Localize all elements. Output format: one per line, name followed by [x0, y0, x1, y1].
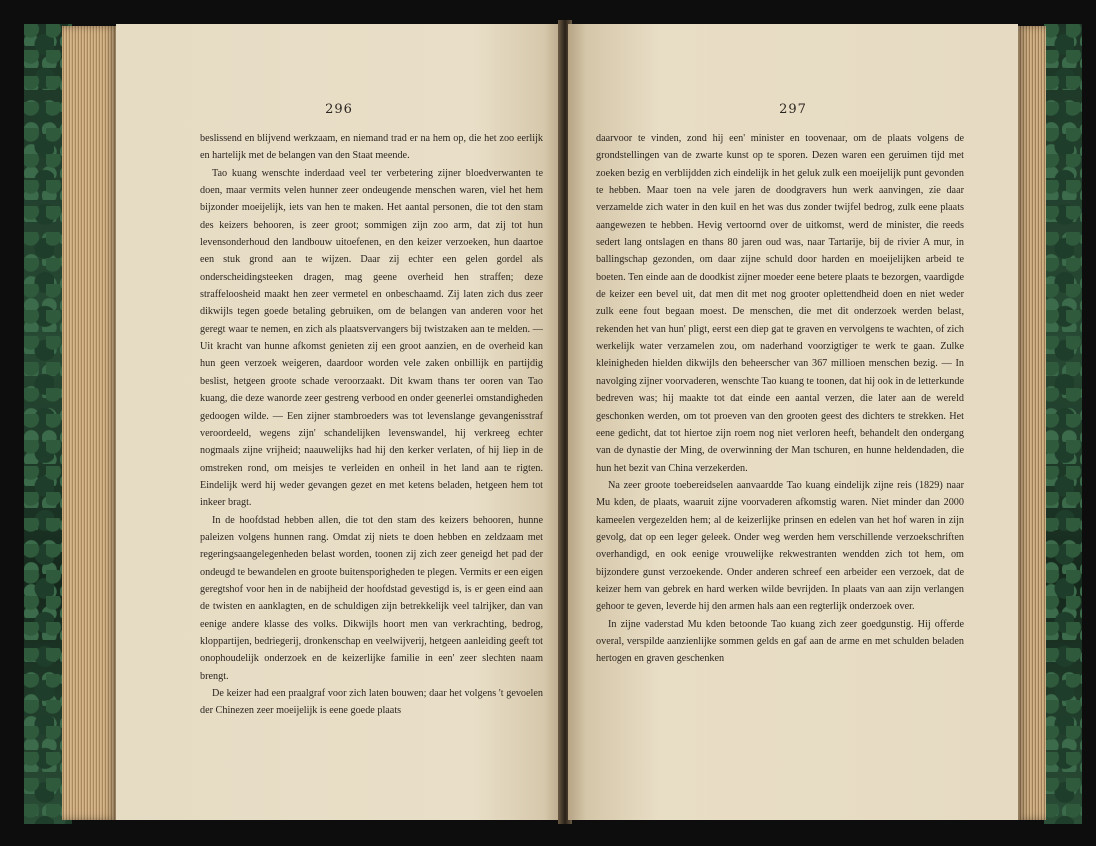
right-paragraph: daarvoor te vinden, zond hij een' minister en toovenaar, om de plaats volgens de grondstellingen van de zwarte kunst op te sporen. Dezen waren een geruimen tijd met zoeken bezig en verblijdden zich eindelijk in het geluk zulk een moeijelijk punt gevonden te hebben. Maar toen na vele jaren de doodgravers hun werk aanvingen, zie daar verzamelde zich water in den kuil en het was dus zonder twijfel bedrog, zulk eene plaats aangewezen te hebben. Hevig vertoornd over de uitkomst, werd de minister, die reeds sedert lang ontslagen en thans 80 jaren oud was, naar Tartarije, bij de rivier A mur, in ballingschap gezonden, om daar zijne schuld door harden en moeijelijken arbeid te boeten. Ten einde aan de doodkist zijner moeder eene betere plaats te bezorgen, vaardigde de keizer een bevel uit, dat men dit met nog grooter oplettendheid doen en niet weder zulk eene fout begaan moest. De menschen, die met dit onderzoek werden belast, rekenden het van hun' pligt, eerst een diep gat te graven en vervolgens te wachten, of zich werkelijk water verzamelen zou, om naderhand voorzigtiger te werk te gaan. Zulke kleinigheden hielden dikwijls den beheerscher van 367 millioen menschen bezig. — In navolging zijner voorvaderen, wenschte Tao kuang te toonen, dat hij ook in de letterkunde bedreven was; hij maakte tot dat einde een aantal verzen, die later aan de wereld geschonken werden, om tot proeven van den grooten geest des dichters te strekken. Het eene gedicht, dat tot hiertoe zijn roem nog niet verloren heeft, behandelt den ondergang van de dynastie der Ming, de overwinning der Man tschuren, en hunne heldendaden, die hun het bezit van China verzekerden.	[596, 133, 964, 474]
right-page	[568, 24, 1018, 820]
right-paragraph: Na zeer groote toebereidselen aanvaardde Tao kuang eindelijk zijne reis (1829) naar Mu kden, de plaats, waaruit zijne voorvaderen afkomstig waren. Niet minder dan 2000 kameelen vergezelden hem; al de keizerlijke prinsen en edelen van het hof waren in zijn gevolg, dat op een leger geleek. Onder weg werden hem verschillende verzoekschriften overhandigd, en ook eenige vrouwelijke rekwestranten wendden zich tot hem, om bijzondere gunst verzoekende. Onder anderen schreef een arbeider een verzoek, dat de keizer hem van gebrek en hard werken wilde bevrijden. In plaats van aan zijn verlangen gehoor te geven, leverde hij den armen hals aan een regterlijk onderzoek over.	[596, 479, 964, 613]
left-paragraph: De keizer had een praalgraf voor zich laten bouwen; daar het volgens 't gevoelen der Chinezen zeer moeijelijk is eene goede plaats	[200, 688, 543, 717]
left-page	[116, 24, 562, 820]
left-paragraph: Tao kuang wenschte inderdaad veel ter verbetering zijner bloedverwanten te doen, maar vermits velen hunner zeer ondeugende menschen waren, viel het hem bijzonder moeijelijk, iets van hen te maken. Het aantal personen, die tot den stam des keizers behooren, is zeer groot; sommigen zijn zoo arm, dat zij tot hun levensonderhoud den landbouw uitoefenen, en den keizer verzoeken, hun daartoe een stuk grond aan te wijzen. Daar zij echter een gelen gordel als onderscheidingsteeken dragen, mag geene overheid hen straffen; deze straffeloosheid maakt hen zeer vermetel en onbeschaamd. Zij laten zich dus zeer dikwijls tegen goede betaling gebruiken, om de belangen van anderen voor het geregt waar te nemen, en zich als plaatsvervangers bij twistzaken aan te melden. — Uit kracht van hunne afkomst genieten zij een groot aanzien, en de overheid kan hun geen verzoek weigeren, daardoor worden vele zaken onbillijk en partijdig beslist, hetgeen groote schade veroorzaakt. Dit kwam thans ter ooren van Tao kuang, die deze wanorde zeer gestreng verbood en onder geenerlei omstandigheden gedoogen wilde. — Een zijner stambroeders was tot levenslange gevangenisstraf veroordeeld, wegens zijn' schandelijken levenswandel, hij verkreeg echter nogmaals zijne vrijheid; naauwelijks had hij den kerker verlaten, of hij liep in de omstreken rond, om meisjes te verleiden en onheil in het land aan te rigten. Eindelijk werd hij weder gevangen gezet en met ketens beladen, hetgeen hem tot inkeer bragt.	[200, 167, 543, 509]
left-page-text	[200, 130, 543, 720]
right-cover-board	[1044, 24, 1082, 824]
left-page-number: 296	[325, 102, 353, 117]
left-paragraph: beslissend en blijvend werkzaam, en niemand trad er na hem op, die het zoo eerlijk en hartelijk met de belangen van den Staat meende.	[200, 133, 543, 162]
right-page-number: 297	[779, 102, 807, 117]
left-paragraph: In de hoofdstad hebben allen, die tot den stam des keizers behooren, hunne paleizen volgens hunnen rang. Omdat zij niets te doen hebben en zeldzaam met regeringsaangelegenheden belast worden, toonen zij zich zeer geneigd het pad der ondeugd te bewandelen en groote buitensporigheden te plegen. Vermits er een eigen geregtshof voor hen in de nabijheid der hoofdstad gevestigd is, is er geen eind aan de twisten en aanklagten, en de schuldigen zijn betrekkelijk veel talrijker, dan van eenige andere klasse des volks. Dikwijls hoort men van verkrachting, bedrog, kloppartijen, bedriegerij, dronkenschap en veelwijverij, hetgeen aanleiding geeft tot onophoudelijk onderzoek en de keizerlijke familie in een' zeer slechten naam brengt.	[200, 514, 543, 682]
right-paragraph: In zijne vaderstad Mu kden betoonde Tao kuang zich zeer goedgunstig. Hij offerde overal, verspilde aanzienlijke sommen gelds en gaf aan de arme en met schulden beladen hertogen en graven geschenken	[596, 618, 964, 665]
right-page-edges	[1016, 26, 1046, 820]
right-page-text	[596, 130, 964, 668]
left-page-edges	[62, 26, 118, 820]
